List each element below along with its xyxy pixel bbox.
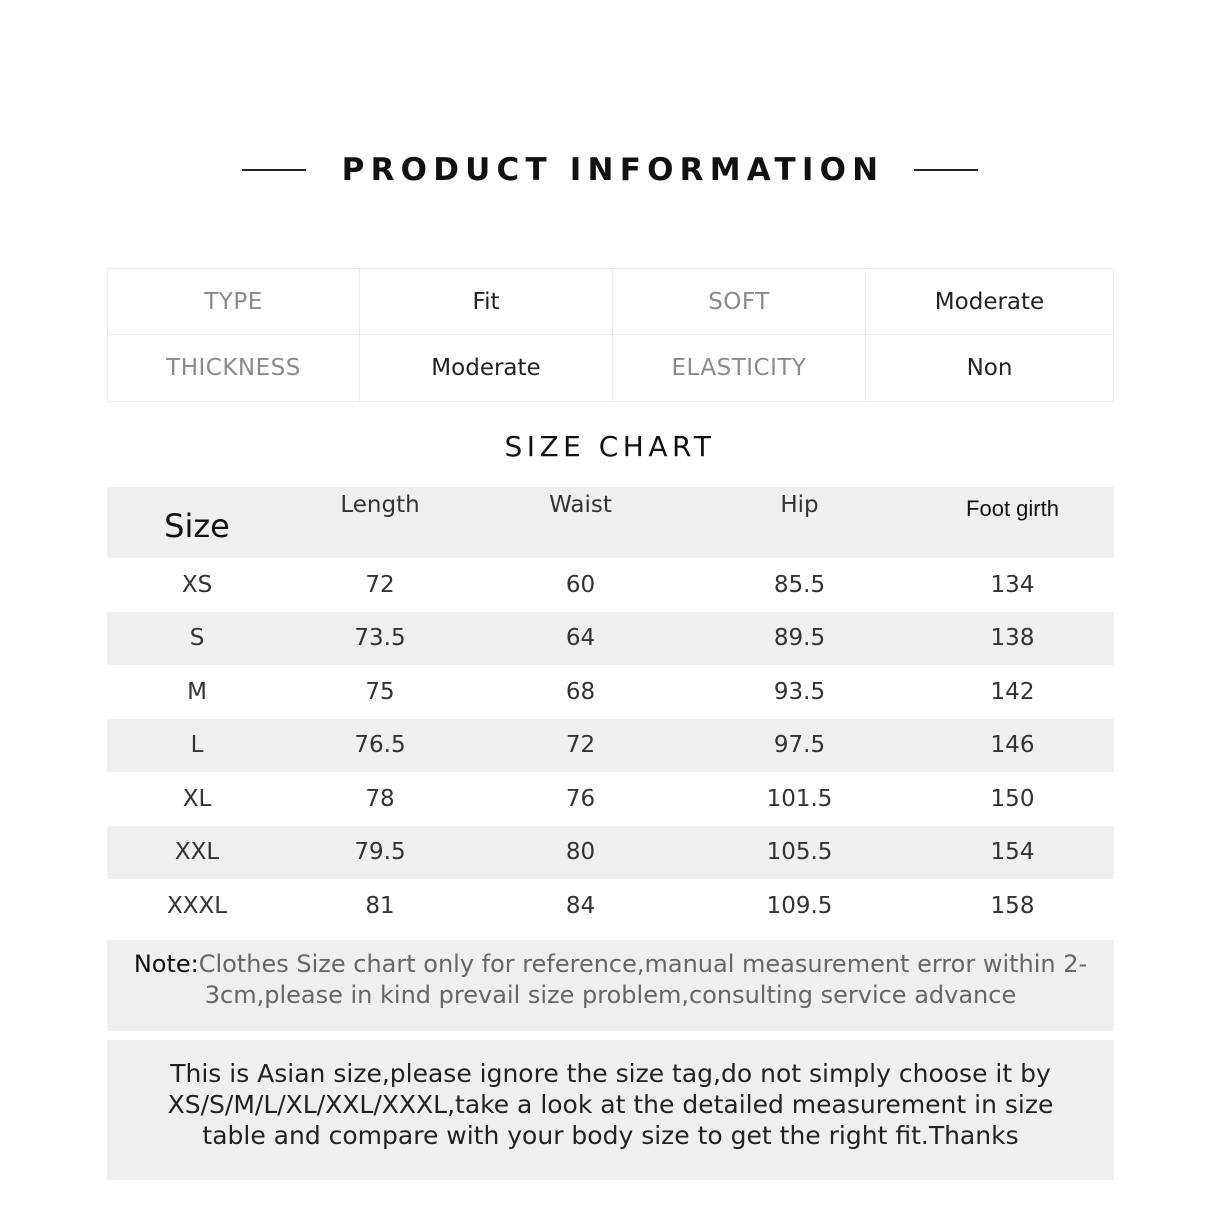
table-row: [107, 826, 1114, 880]
note-text: Clothes Size chart only for reference,manual measurement error within 2-3cm,please in kind prevail size problem,consulting service advance: [198, 950, 1088, 1009]
size-chart-title: SIZE CHART: [504, 430, 716, 463]
cell-foot-girth: 158: [990, 892, 1035, 919]
column-header-size: Size: [164, 507, 230, 545]
cell-waist: 68: [565, 678, 596, 705]
cell-length: 76.5: [354, 732, 406, 759]
info-key-elasticity: ELASTICITY: [613, 335, 866, 401]
cell-hip: 85.5: [773, 571, 826, 598]
size-table: [107, 487, 1114, 933]
cell-waist: 60: [565, 571, 596, 598]
page-title: PRODUCT INFORMATION: [341, 152, 885, 188]
table-row: [107, 879, 1114, 933]
cell-hip: 89.5: [773, 625, 826, 652]
cell-waist: 72: [565, 732, 596, 759]
note-reference: [107, 940, 1114, 1031]
cell-size: M: [187, 678, 207, 705]
column-header-hip: Hip: [780, 492, 819, 518]
header-rule-right: [914, 169, 978, 171]
cell-hip: 109.5: [766, 892, 833, 919]
product-information-header: [0, 138, 1220, 202]
cell-length: 75: [365, 678, 395, 705]
cell-foot-girth: 142: [990, 678, 1035, 705]
table-row: [107, 772, 1114, 826]
cell-foot-girth: 150: [990, 785, 1035, 812]
size-table-header: [107, 487, 1114, 558]
note-asian-size: This is Asian size,please ignore the size tag,do not simply choose it by XS/S/M/L/XL/XXL/XXXL,take a look at the detailed measurement in size table and compare with your body size to get the right fit.Thanks: [107, 1040, 1114, 1180]
cell-waist: 76: [565, 785, 596, 812]
cell-foot-girth: 146: [990, 732, 1035, 759]
cell-length: 81: [365, 892, 395, 919]
info-key-type: TYPE: [108, 269, 360, 335]
cell-size: XL: [182, 785, 212, 812]
cell-hip: 97.5: [773, 732, 826, 759]
cell-hip: 105.5: [766, 839, 833, 866]
note-label: Note:: [133, 950, 199, 978]
column-header-waist: Waist: [549, 492, 612, 518]
table-row: [107, 719, 1114, 773]
cell-size: S: [189, 625, 205, 652]
product-info-table: [107, 268, 1114, 402]
table-row: [107, 612, 1114, 666]
size-table-body: [107, 558, 1114, 933]
info-value-type: Fit: [360, 269, 613, 335]
cell-size: XS: [181, 571, 213, 598]
info-value-thickness: Moderate: [360, 335, 613, 401]
table-row: [107, 665, 1114, 719]
cell-hip: 93.5: [773, 678, 826, 705]
info-key-thickness: THICKNESS: [108, 335, 360, 401]
cell-size: XXXL: [166, 892, 228, 919]
cell-waist: 80: [565, 839, 596, 866]
info-key-soft: SOFT: [613, 269, 866, 335]
column-header-foot-girth: Foot girth: [966, 496, 1059, 521]
cell-size: XXL: [174, 839, 220, 866]
header-rule-left: [242, 169, 306, 171]
info-value-elasticity: Non: [966, 355, 1013, 381]
info-value-soft: Moderate: [866, 269, 1113, 335]
cell-waist: 64: [565, 625, 596, 652]
cell-length: 79.5: [354, 839, 406, 866]
column-header-length: Length: [340, 492, 420, 518]
cell-length: 78: [365, 785, 395, 812]
cell-size: L: [190, 732, 204, 759]
cell-foot-girth: 134: [990, 571, 1035, 598]
table-row: [107, 558, 1114, 612]
cell-hip: 101.5: [766, 785, 833, 812]
cell-waist: 84: [565, 892, 596, 919]
cell-foot-girth: 154: [990, 839, 1035, 866]
cell-foot-girth: 138: [990, 625, 1035, 652]
cell-length: 72: [365, 571, 395, 598]
cell-length: 73.5: [354, 625, 406, 652]
